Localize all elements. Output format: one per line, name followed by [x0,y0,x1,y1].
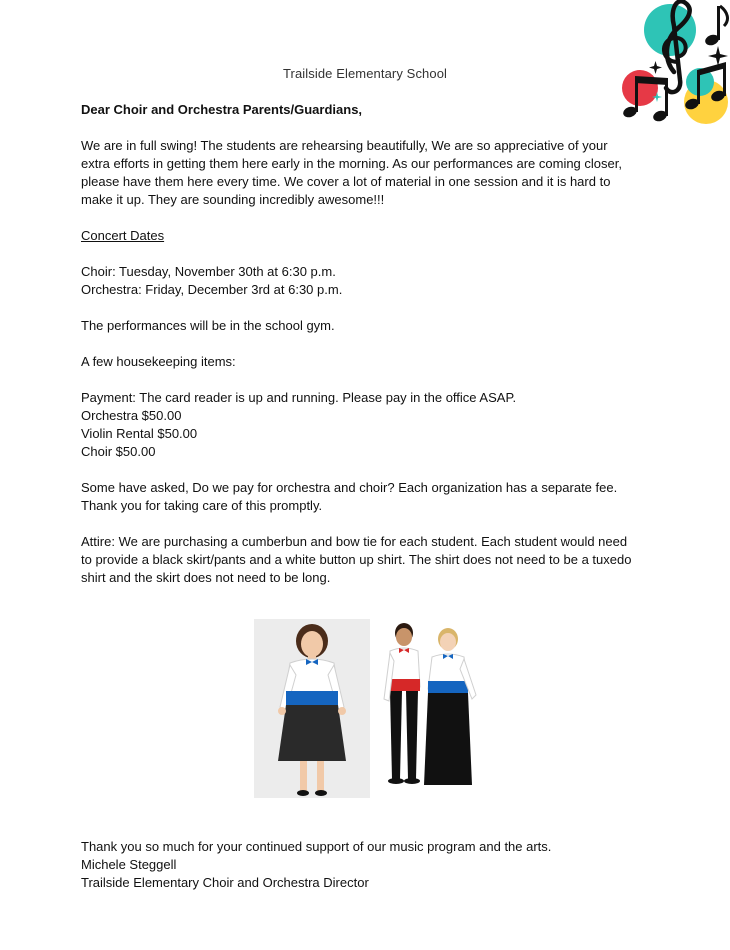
signature-name: Michele Steggell [81,857,177,872]
intro-line: make it up. They are sounding incredibly awesome!!! [81,192,385,207]
fee-violin-rental: Violin Rental $50.00 [81,426,198,441]
attire-line: to provide a black skirt/pants and a white button up shirt. The shirt does not need to be a tuxedo [81,552,632,567]
school-name: Trailside Elementary School [282,66,448,81]
concert-date-choir: Choir: Tuesday, November 30th at 6:30 p.m. [81,264,336,279]
fee-choir: Choir $50.00 [81,444,156,459]
fee-line: Some have asked, Do we pay for orchestra and choir? Each organization has a separate fee. [81,480,618,495]
attire-paragraph [81,533,656,587]
housekeeping-intro: A few housekeeping items: [81,354,236,369]
intro-line: We are in full swing! The students are rehearsing beautifully, We are so appreciative of your [81,138,608,153]
music-note-icon [704,6,728,47]
intro-paragraph [81,137,656,209]
intro-line: please have them here every time. We cover a lot of material in one session and it is hard to [81,174,611,189]
closing-thanks: Thank you so much for your continued support of our music program and the arts. [81,839,552,854]
concert-dates-heading: Concert Dates [81,228,165,243]
fee-line: Thank you for taking care of this promptly. [81,498,323,513]
payment-line: Payment: The card reader is up and running. Please pay in the office ASAP. [81,390,517,405]
signature-title: Trailside Elementary Choir and Orchestra Director [81,875,369,890]
location-text: The performances will be in the school gym. [81,318,335,333]
attire-photo-girl [254,619,370,798]
greeting: Dear Choir and Orchestra Parents/Guardians, [81,102,363,117]
attire-photo-pair [380,619,484,798]
payment-section [81,389,656,461]
concert-dates-list [81,263,656,299]
closing-block [81,838,656,892]
fee-orchestra: Orchestra $50.00 [81,408,182,423]
concert-date-orchestra: Orchestra: Friday, December 3rd at 6:30 p.m. [81,282,343,297]
fee-paragraph [81,479,656,515]
intro-line: extra efforts in getting them here early in the morning. As our performances are coming closer, [81,156,622,171]
letter-body [81,101,656,587]
attire-photos [254,619,484,799]
attire-line: Attire: We are purchasing a cumberbun and bow tie for each student. Each student would need [81,534,628,549]
attire-line: shirt and the skirt does not need to be long. [81,570,331,585]
